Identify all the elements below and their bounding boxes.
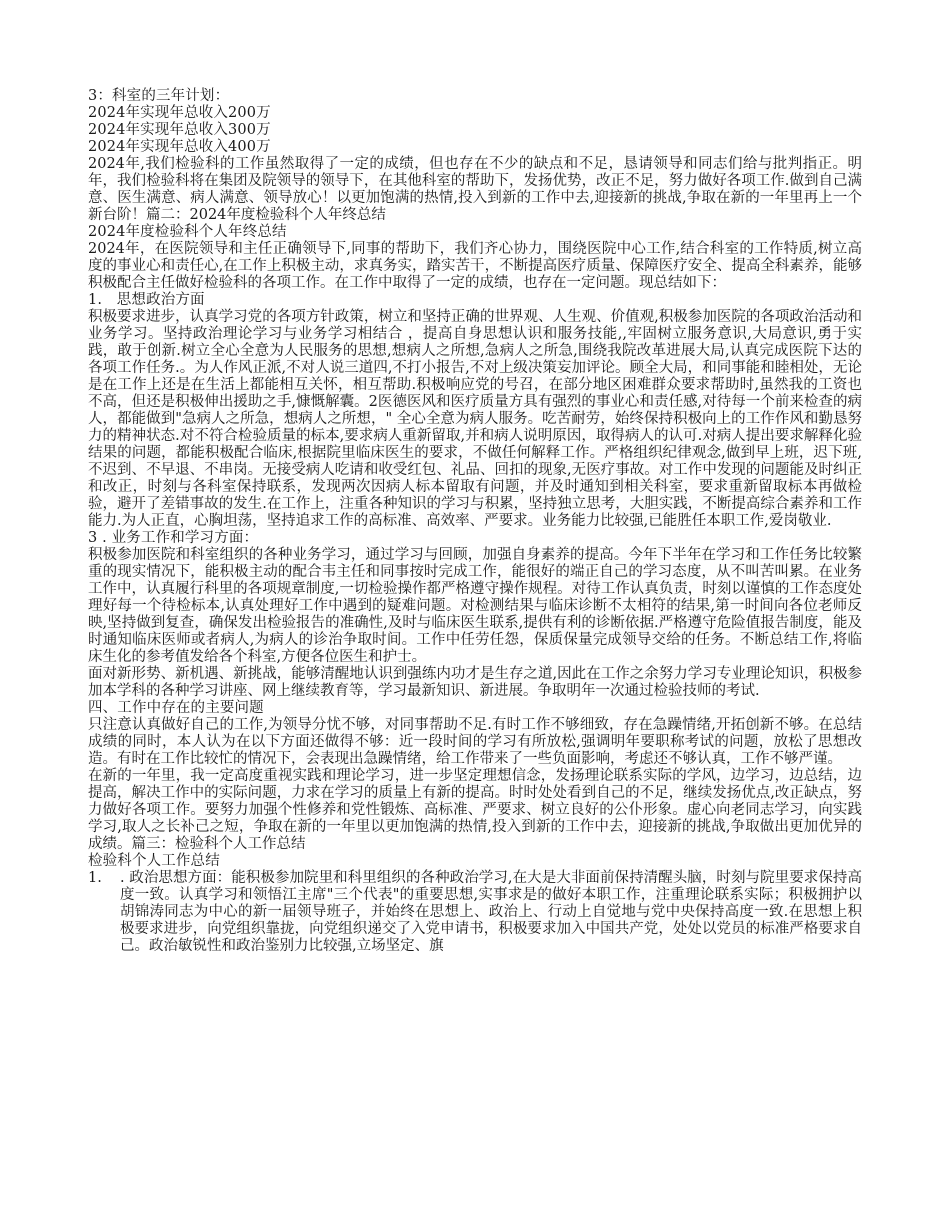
paragraph-challenge: 面对新形势、新机遇、新挑战，能够清醒地认识到强练内功才是生存之道,因此在工作之余努力学习专业理论知识，积极参加本学科的各种学习讲座、网上继续教育等，学习最新知识、新进展。争取明年一次通过检验技师的考试. (88, 666, 862, 699)
section-title-plan: 3：科室的三年计划： (88, 88, 230, 104)
paragraph-problems: 只注意认真做好自己的工作,为领导分忧不够，对同事帮助不足.有时工作不够细致，存在急躁情绪,开拓创新不够。在总结成绩的同时，本人认为在以下方面还做得不够：近一段时间的学习有所放松,强调明年要职称考试的问题，放松了思想改造。有时在工作比较忙的情况下，会表现出急躁情绪，给工作带来了一些负面影响，考虑还不够认真，工作不够严谨。 (88, 717, 862, 767)
document-title-personal: 检验科个人工作总结 (88, 853, 220, 869)
heading-politics: 1. 思想政治方面 (88, 292, 205, 308)
list-number: 1. (88, 870, 102, 886)
heading-business: 3 . 业务工作和学习方面： (88, 530, 259, 546)
paragraph-summary: 2024年，在医院领导和主任正确领导下,同事的帮助下，我们齐心协力，围绕医院中心工作,结合科室的工作特质,树立高度的事业心和责任心,在工作上积极主动，求真务实，踏实苦干，不断提高医疗质量、保障医疗安全、提高全科素养，能够积极配合主任做好检验科的各项工作。在工作中取得了一定的成绩，也存在一定问题。现总结如下： (88, 241, 862, 291)
plan-line: 2024年实现年总收入300万 (88, 122, 271, 138)
document-title-annual: 2024年度检验科个人年终总结 (88, 224, 287, 240)
heading-problems: 四、工作中存在的主要问题 (88, 700, 264, 716)
paragraph-politics: 积极要求进步，认真学习党的各项方针政策，树立和坚持正确的世界观、人生观、价值观,积极参加医院的各项政治活动和业务学习。坚持政治理论学习与业务学习相结合 ，提高自身思想认识和服务技能,,牢固树立服务意识,大局意识,勇于实践，敢于创新.树立全心全意为人民服务的思想,想病人之所想,急病人之所急,围绕我院改革进展大局,认真完成医院下达的各项工作任务.。为人作风正派,不对人说三道四,不打小报告,不对上级决策妄加评论。顾全大局，和同事能和睦相处，无论是在工作上还是在生活上都能相互关怀，相互帮助.积极响应党的号召，在部分地区困难群众要求帮助时,虽然我的工资也不高，但还是积极伸出援助之手,慷慨解囊。2医德医风和医疗质量方具有强烈的事业心和责任感,对待每一个前来检查的病人，都能做到"急病人之所急，想病人之所想，" 全心全意为病人服务。吃苦耐劳，始终保持积极向上的工作作风和勤恳努力的精神状态.对不符合检验质量的标本,要求病人重新留取,并和病人说明原因，取得病人的认可.对病人提出要求解释化验结果的问题，都能积极配合临床,根据院里临床医生的要求，不做任何解释工作。严格组织纪律观念,做到早上班，迟下班,不迟到、不早退、不串岗。无接受病人吃请和收受红包、礼品、回扣的现象,无医疗事故。对工作中发现的问题能及时纠正和改正，时刻与各科室保持联系，发现两次因病人标本留取有问题，并及时通知到相关科室，要求重新留取标本再做检验，避开了差错事故的发生.在工作上，注重各种知识的学习与积累，坚持独立思考，大胆实践，不断提高综合素养和工作能力.为人正直，心胸坦荡，坚持追求工作的高标准、高效率、严要求。业务能力比较强,已能胜任本职工作,爱岗敬业. (88, 309, 862, 529)
plan-line: 2024年实现年总收入400万 (88, 139, 271, 155)
list-item-text: . 政治思想方面：能积极参加院里和科里组织的各种政治学习,在大是大非面前保持清醒头脑，时刻与院里要求保持高度一致。认真学习和领悟江主席"三个代表"的重要思想,实事求是的做好本职工作，注重理论联系实际；积极拥护以胡锦涛同志为中心的新一届领导班子，并始终在思想上、政治上、行动上自觉地与党中央保持高度一致.在思想上积极要求进步，向党组织靠拢，向党组织递交了入党申请书，积极要求加入中国共产党，处处以党员的标准严格要求自己。政治敏锐性和政治鉴别力比较强,立场坚定、旗 (120, 870, 862, 954)
plan-line: 2024年实现年总收入200万 (88, 105, 271, 121)
paragraph-intro: 2024年,我们检验科的工作虽然取得了一定的成绩，但也存在不少的缺点和不足，恳请领导和同志们给与批判指正。明年，我们检验科将在集团及院领导的领导下，在其他科室的帮助下，发扬优势，改正不足，努力做好各项工作.做到自己满意、医生满意、病人满意、领导放心！以更加饱满的热情,投入到新的工作中去,迎接新的挑战,争取在新的一年里再上一个新台阶！篇二：2024年度检验科个人年终总结 (88, 156, 862, 223)
paragraph-new-year: 在新的一年里，我一定高度重视实践和理论学习，进一步坚定理想信念，发扬理论联系实际的学风，边学习，边总结，边提高，解决工作中的实际问题，力求在学习的质量上有新的提高。时时处处看到自己的不足，继续发扬优点,改正缺点，努力做好各项工作。要努力加强个性修养和党性锻炼、高标准、严要求、树立良好的公仆形象。虚心向老同志学习，向实践学习,取人之长补己之短，争取在新的一年里以更加饱满的热情,投入到新的工作中去，迎接新的挑战,争取做出更加优异的成绩。篇三：检验科个人工作总结 (88, 768, 862, 852)
list-item (88, 870, 862, 955)
paragraph-business: 积极参加医院和科室组织的各种业务学习，通过学习与回顾，加强自身素养的提高。今年下半年在学习和工作任务比较繁重的现实情况下，能积极主动的配合韦主任和同事按时完成工作，能很好的端正自己的学习态度，从不叫苦叫累。在业务工作中，认真履行科里的各项规章制度,一切检验操作都严格遵守操作规程。对待工作认真负责，时刻以谨慎的工作态度处理好每一个待检标本,认真处理好工作中遇到的疑难问题。对检测结果与临床诊断不太相符的结果,第一时间向各位老师反映,坚持做到复查，确保发出检验报告的准确性,及时与临床医生联系,提供有利的诊断依据.严格遵守危险值报告制度，能及时通知临床医师或者病人,为病人的诊治争取时间。工作中任劳任怨，保质保量完成领导交给的任务。不断总结工作,将临床生化的参考值发给各个科室,方便各位医生和护士。 (88, 547, 862, 665)
